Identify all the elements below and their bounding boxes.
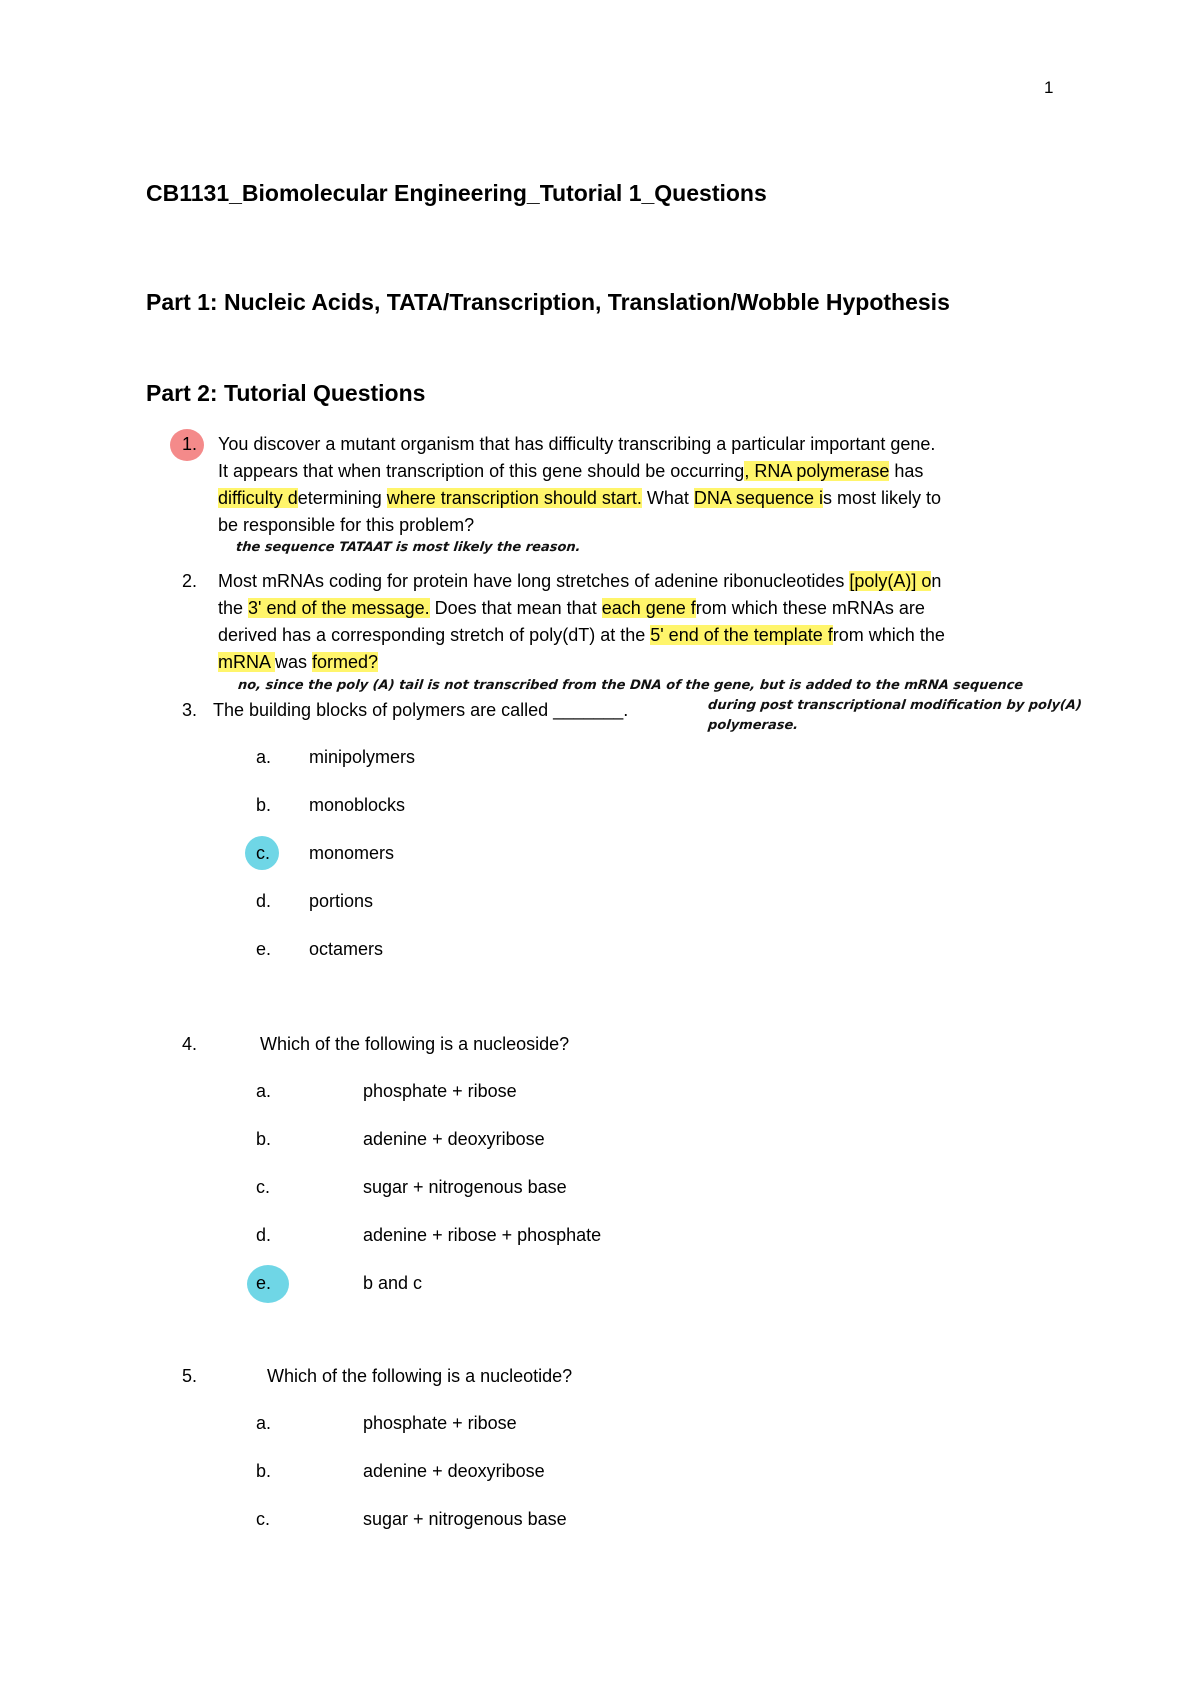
q3-option-text: octamers (309, 939, 384, 959)
q4-text: Which of the following is a nucleoside? (260, 1034, 570, 1054)
q5-option-letter: a. (256, 1413, 272, 1433)
q1-handwritten-answer: the sequence TATAAT is most likely the reason. (235, 540, 582, 555)
q3-option-letter: c. (256, 843, 271, 863)
q4-option-letter: a. (256, 1081, 272, 1101)
q2-number: 2. (182, 571, 198, 591)
q1-line4: be responsible for this problem? (218, 515, 475, 535)
q1-line1: You discover a mutant organism that has difficulty transcribing a particular important gene. (218, 434, 936, 454)
q3-option-text: minipolymers (309, 747, 416, 767)
q2-handwritten-answer-line1: no, since the poly (A) tail is not transcribed from the DNA of the gene, but is added to the mRNA sequence (237, 678, 1024, 693)
q4-option-text: sugar + nitrogenous base (363, 1177, 567, 1197)
q1-number: 1. (182, 434, 198, 454)
q4-option-text: b and c (363, 1273, 423, 1293)
document-title: CB1131_Biomolecular Engineering_Tutorial 1_Questions (146, 180, 767, 206)
q5-option-letter: b. (256, 1461, 272, 1481)
q4-option-letter: d. (256, 1225, 272, 1245)
q3-option-text: monoblocks (309, 795, 406, 815)
q5-text: Which of the following is a nucleotide? (267, 1366, 573, 1386)
q3-option-letter: a. (256, 747, 272, 767)
q3-option-letter: d. (256, 891, 272, 911)
q3-option-text: portions (309, 891, 374, 911)
part1-heading: Part 1: Nucleic Acids, TATA/Transcription, Translation/Wobble Hypothesis (146, 289, 950, 315)
q5-number: 5. (182, 1366, 198, 1386)
q3-option-letter: e. (256, 939, 272, 959)
page-number: 1 (1044, 78, 1054, 97)
q2-line1: Most mRNAs coding for protein have long stretches of adenine ribonucleotides [poly(A)] on (218, 571, 942, 591)
q4-option-letter: c. (256, 1177, 271, 1197)
q3-option-text: monomers (309, 843, 395, 863)
q2-handwritten-answer-line2: during post transcriptional modification by poly(A) (707, 698, 1083, 713)
q5-option-letter: c. (256, 1509, 271, 1529)
q3-number: 3. (182, 700, 198, 720)
q5-option-text: sugar + nitrogenous base (363, 1509, 567, 1529)
q1-line2: It appears that when transcription of this gene should be occurring, RNA polymerase has (218, 461, 924, 481)
q5-option-text: adenine + deoxyribose (363, 1461, 545, 1481)
q4-option-letter: b. (256, 1129, 272, 1149)
q2-line4: mRNA was formed? (218, 652, 379, 672)
q1-line3: difficulty determining where transcription should start. What DNA sequence is most likely to (218, 488, 942, 508)
q2-line3: derived has a corresponding stretch of poly(dT) at the 5' end of the template from which the (218, 625, 945, 645)
part2-heading: Part 2: Tutorial Questions (146, 380, 426, 406)
q2-handwritten-answer-line3: polymerase. (707, 718, 800, 733)
q4-option-text: phosphate + ribose (363, 1081, 517, 1101)
q4-option-text: adenine + ribose + phosphate (363, 1225, 602, 1245)
q4-option-text: adenine + deoxyribose (363, 1129, 545, 1149)
q4-number: 4. (182, 1034, 198, 1054)
q3-option-letter: b. (256, 795, 272, 815)
q2-line2: the 3' end of the message. Does that mean that each gene from which these mRNAs are (218, 598, 925, 618)
q3-text: The building blocks of polymers are called _______. (213, 700, 629, 720)
q4-option-letter: e. (256, 1273, 272, 1293)
q5-option-text: phosphate + ribose (363, 1413, 517, 1433)
